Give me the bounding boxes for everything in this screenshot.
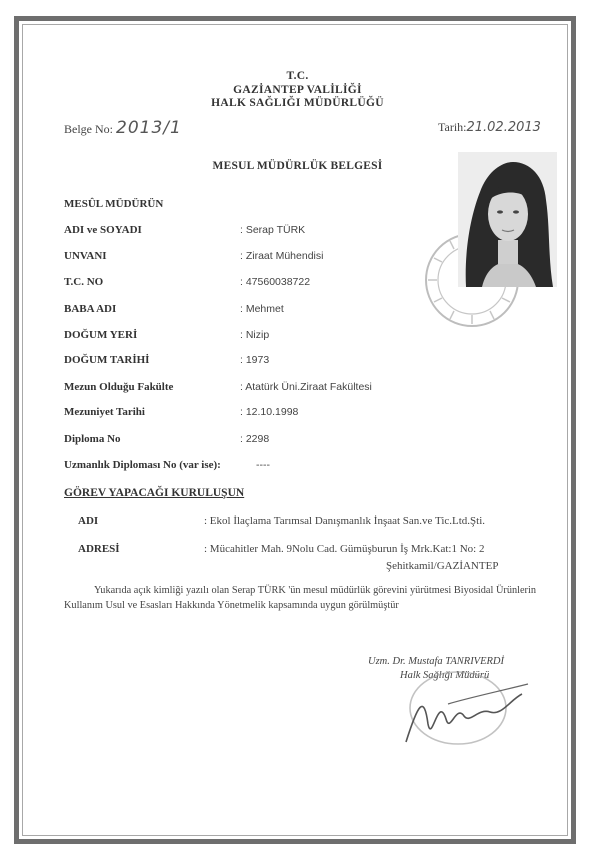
field-row: [64, 381, 544, 397]
field-label: Uzmanlık Diploması No (var ise):: [64, 459, 221, 471]
institution-name-label: ADI: [78, 515, 99, 527]
institution-heading: GÖREV YAPACAĞI KURULUŞUN: [64, 487, 245, 499]
field-row: [64, 433, 544, 449]
field-label: ADI ve SOYADI: [64, 224, 142, 236]
belge-no-label: Belge No:: [64, 122, 113, 136]
field-row: [64, 276, 544, 292]
field-value: : 47560038722: [240, 276, 311, 288]
header-valilik: GAZİANTEP VALİLİĞİ: [233, 84, 362, 96]
field-label: T.C. NO: [64, 276, 104, 288]
handwritten-signature: [398, 664, 538, 754]
field-value: : Nizip: [240, 329, 270, 341]
field-label: DOĞUM YERİ: [64, 329, 138, 341]
institution-name-value: : Ekol İlaçlama Tarımsal Danışmanlık İnşaat San.ve Tic.Ltd.Şti.: [204, 515, 486, 527]
field-value: : Mehmet: [240, 303, 284, 315]
field-label: Mezuniyet Tarihi: [64, 406, 145, 418]
document-title: MESUL MÜDÜRLÜK BELGESİ: [212, 160, 383, 172]
field-row: [64, 406, 544, 422]
signatory-name: Uzm. Dr. Mustafa TANRIVERDİ: [368, 656, 505, 667]
belge-no: [64, 118, 182, 138]
field-value: : 2298: [240, 433, 270, 445]
field-row: [64, 354, 544, 370]
field-row: [64, 459, 544, 475]
id-photo: [458, 152, 557, 287]
field-row: [64, 250, 544, 266]
date-label: Tarih:: [438, 120, 467, 134]
field-label: Mezun Olduğu Fakülte: [64, 381, 174, 393]
field-label: Diploma No: [64, 433, 121, 445]
header-mudurluk: HALK SAĞLIĞI MÜDÜRLÜĞÜ: [211, 97, 384, 109]
field-value: : Serap TÜRK: [240, 224, 306, 236]
field-value: ----: [256, 459, 270, 471]
header-tc: T.C.: [286, 70, 309, 82]
belge-no-value: 2013/1: [116, 118, 182, 138]
institution-address-label: ADRESİ: [78, 543, 120, 555]
approval-paragraph: Yukarıda açık kimliği yazılı olan Serap TÜRK 'ün mesul müdürlük görevini yürütmesi Biyosidal Ürünlerin Kullanım Usul ve Esasları Hakkında Yönetmelik kapsamında uygun görülmüştür: [64, 585, 536, 611]
field-value: : 1973: [240, 354, 270, 366]
date: [438, 120, 541, 135]
field-label: DOĞUM TARİHİ: [64, 354, 150, 366]
institution-address-line2: Şehitkamil/GAZİANTEP: [386, 560, 499, 572]
field-label: BABA ADI: [64, 303, 117, 315]
field-row: [64, 224, 544, 240]
date-value: 21.02.2013: [466, 120, 541, 135]
field-row: [64, 303, 544, 319]
field-value: : Ziraat Mühendisi: [240, 250, 324, 262]
field-label: UNVANI: [64, 250, 107, 262]
field-value: : Atatürk Üni.Ziraat Fakültesi: [240, 381, 372, 393]
institution-address-value: : Mücahitler Mah. 9Nolu Cad. Gümüşburun İş Mrk.Kat:1 No: 2: [204, 543, 485, 555]
field-value: : 12.10.1998: [240, 406, 299, 418]
section-title: MESÛL MÜDÜRÜN: [64, 198, 164, 210]
field-row: [64, 329, 544, 345]
signatory-title: Halk Sağlığı Müdürü: [400, 670, 490, 681]
